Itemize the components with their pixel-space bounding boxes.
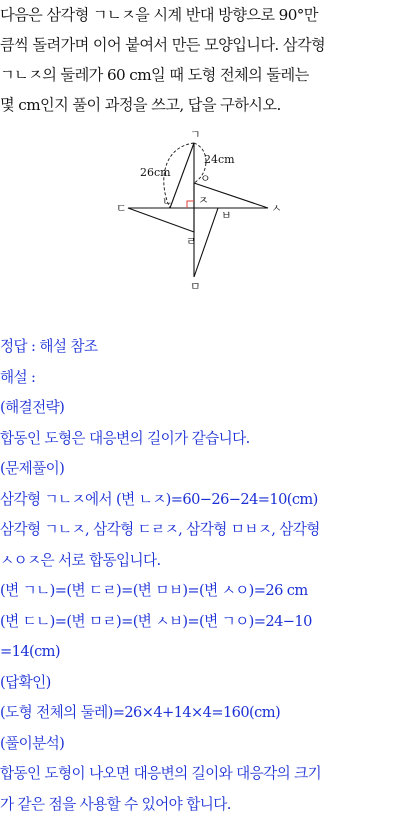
answer-line: (도형 전체의 둘레)=26×4+14×4=160(cm) — [0, 698, 400, 729]
label-o: ㅇ — [200, 172, 211, 185]
check-heading: (답확인) — [0, 668, 400, 699]
problem-text — [0, 0, 400, 120]
answer-line: 삼각형 ㄱㄴㅈ, 삼각형 ㄷㄹㅈ, 삼각형 ㅁㅂㅈ, 삼각형 — [0, 515, 400, 546]
strategy-heading: (해결전략) — [0, 393, 400, 424]
explanation-label: 해설 : — [0, 363, 400, 394]
label-g: ㄱ — [190, 128, 201, 141]
right-angle-mark — [187, 201, 194, 208]
label-s: ㅅ — [271, 202, 282, 215]
label-j: ㅈ — [198, 194, 209, 207]
answer-header: 정답 : 해설 참조 — [0, 332, 400, 363]
problem-line: ㄱㄴㅈ의 둘레가 60 cm일 때 도형 전체의 둘레는 — [0, 60, 400, 90]
pinwheel-figure — [110, 125, 290, 295]
solution-heading: (문제풀이) — [0, 454, 400, 485]
answer-line: 합동인 도형은 대응변의 길이가 같습니다. — [0, 424, 400, 455]
length-label-26: 26cm — [140, 166, 171, 179]
answer-line: ㅅㅇㅈ은 서로 합동입니다. — [0, 546, 400, 577]
label-d: ㄷ — [116, 202, 127, 215]
label-b: ㅂ — [221, 209, 232, 222]
triangle-mbj — [194, 208, 218, 277]
triangle-drj — [128, 208, 194, 232]
problem-line: 몇 cm인지 풀이 과정을 쓰고, 답을 구하시오. — [0, 90, 400, 120]
answer-line: (변 ㄱㄴ)=(변 ㄷㄹ)=(변 ㅁㅂ)=(변 ㅅㅇ)=26 cm — [0, 576, 400, 607]
analysis-heading: (풀이분석) — [0, 729, 400, 760]
answer-line: 삼각형 ㄱㄴㅈ에서 (변 ㄴㅈ)=60−26−24=10(cm) — [0, 485, 400, 516]
label-r: ㄹ — [186, 235, 197, 248]
answer-line: =14(cm) — [0, 637, 400, 668]
answer-line: 가 같은 점을 사용할 수 있어야 합니다. — [0, 790, 400, 820]
answer-section — [0, 332, 400, 820]
problem-line: 다음은 삼각형 ㄱㄴㅈ을 시계 반대 방향으로 90°만 — [0, 0, 400, 30]
length-label-24: 24cm — [204, 153, 235, 166]
answer-line: (변 ㄷㄴ)=(변 ㅁㄹ)=(변 ㅅㅂ)=(변 ㄱㅇ)=24−10 — [0, 607, 400, 638]
problem-line: 큼씩 돌려가며 이어 붙여서 만든 모양입니다. 삼각형 — [0, 30, 400, 60]
label-n: ㄴ — [162, 195, 173, 208]
label-m: ㅁ — [190, 280, 201, 293]
answer-line: 합동인 도형이 나오면 대응변의 길이와 대응각의 크기 — [0, 759, 400, 790]
